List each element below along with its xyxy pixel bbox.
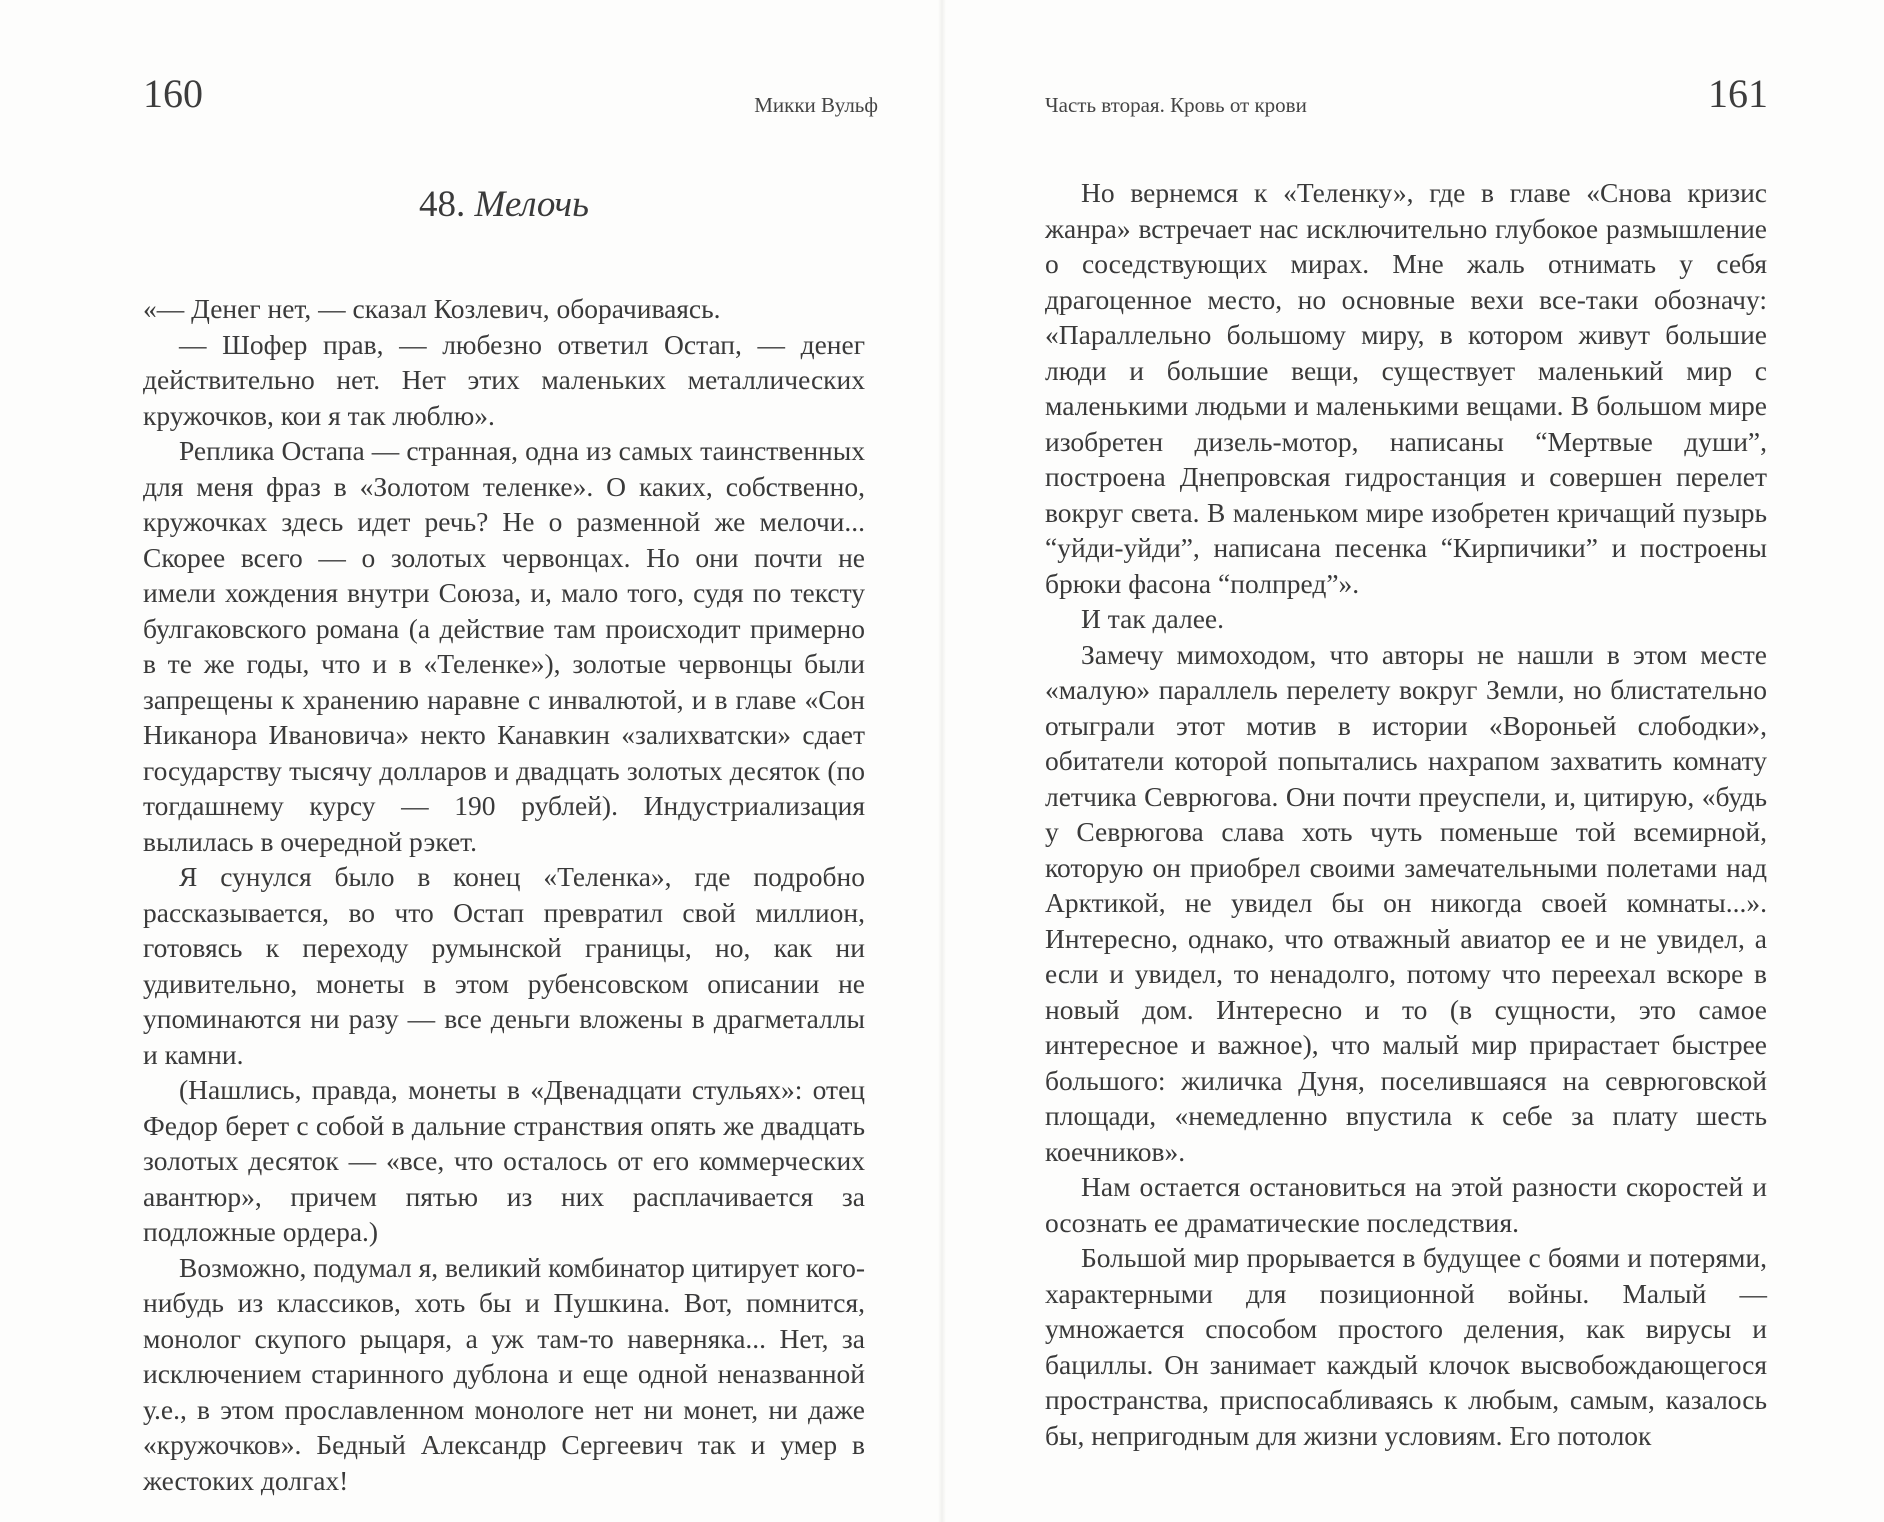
page-number-right: 161: [1708, 71, 1768, 116]
chapter-number: 48.: [419, 184, 466, 225]
paragraph: И так далее.: [1081, 603, 1224, 634]
paragraph: Нам остается остановиться на этой разности скоростей и осознать ее драматические последствия.: [1045, 1171, 1767, 1238]
chapter-title-text: Мелочь: [474, 184, 589, 225]
paragraph: (Нашлись, правда, монеты в «Двенадцати стульях»: отец Федор берет с собой в дальние странствия опять же двадцать золотых десяток — «все, что осталось от его коммерческих авантюр», причем пятью из них расплачивается за подложные ордера.): [143, 1074, 865, 1247]
chapter-title: [143, 186, 865, 223]
running-head-right: Часть вторая. Кровь от крови: [1045, 93, 1307, 117]
left-page: [0, 0, 940, 1522]
right-body-text: [1045, 175, 1767, 1453]
right-page: [944, 0, 1884, 1522]
paragraph: Большой мир прорывается в будущее с боями и потерями, характерными для позиционной войны. Малый — умножается способом простого деления, как вирусы и бациллы. Он занимает каждый клочок высвобождающегося пространства, приспосабливаясь к любым, самым, казалось бы, непригодным для жизни условиям. Его потолок: [1045, 1242, 1767, 1451]
left-body-text: [143, 291, 865, 1498]
paragraph: Возможно, подумал я, великий комбинатор цитирует кого-нибудь из классиков, хоть бы и Пушкина. Вот, помнится, монолог скупого рыцаря, а уж там-то наверняка... Нет, за исключением старинного дублона и еще одной неназванной у.е., в этом прославленном монологе нет ни монет, ни даже «кружочков». Бедный Александр Сергеевич так и умер в жестоких долгах!: [143, 1251, 865, 1496]
paragraph: Реплика Остапа — странная, одна из самых таинственных для меня фраз в «Золотом теленке». О каких, собственно, кружочках здесь идет речь? Не о разменной же мелочи... Скорее всего — о золотых червонцах. Но они почти не имели хождения внутри Союза, и, мало того, судя по тексту булгаковского романа (а действие там происходит примерно в те же годы, что и в «Теленке»), золотые червонцы были запрещены к хранению наравне с инвалютой, и в главе «Сон Никанора Ивановича» некто Канавкин «залихватски» сдает государству тысячу долларов и двадцать золотых десяток (по тогдашнему курсу — 190 рублей). Индустриализация вылилась в очередной рэкет.: [143, 435, 865, 857]
paragraph: Замечу мимоходом, что авторы не нашли в этом месте «малую» параллель перелету вокруг Земли, но блистательно отыграли этот мотив в истории «Вороньей слободки», обитатели которой попытались нахрапом захватить комнату летчика Севрюгова. Они почти преуспели, и, цитирую, «будь у Севрюгова слава хоть чуть поменьше той всемирной, которую он приобрел своими замечательными полетами над Арктикой, не увидел бы он никогда своей комнаты...». Интересно, однако, что отважный авиатор ее и не увидел, а если и увидел, то ненадолго, потому что переехал вскоре в новый дом. Интересно и то (в сущности, это самое интересное и важное), что малый мир прирастает быстрее большого: жиличка Дуня, поселившаяся на севрюговской площади, «немедленно впустила к себе за плату шесть коечников».: [1045, 638, 1767, 1167]
paragraph: «— Денег нет, — сказал Козлевич, оборачиваясь.: [143, 293, 721, 324]
page-number-left: 160: [143, 71, 203, 116]
paragraph: Я сунулся было в конец «Теленка», где подробно рассказывается, во что Остап превратил свой миллион, готовясь к переходу румынской границы, но, как ни удивительно, монеты в этом рубенсовском описании не упоминаются ни разу — все деньги вложены в драгметаллы и камни.: [143, 861, 865, 1070]
running-head-left: Микки Вульф: [754, 93, 878, 117]
paragraph: — Шофер прав, — любезно ответил Остап, — денег действительно нет. Нет этих маленьких металлических кружочков, кои я так люблю».: [143, 328, 865, 431]
paragraph: Но вернемся к «Теленку», где в главе «Снова кризис жанра» встречает нас исключительно глубокое размышление о соседствующих мирах. Мне жаль отнимать у себя драгоценное место, но основные вехи все-таки обозначу: «Параллельно большому миру, в котором живут большие люди и большие вещи, существует маленький мир с маленькими людьми и маленькими вещами. В большом мире изобретен дизель-мотор, написаны “Мертвые души”, построена Днепровская гидростанция и совершен перелет вокруг света. В маленьком мире изобретен кричащий пузырь “уйди-уйди”, написана песенка “Кирпичики” и построены брюки фасона “полпред”».: [1045, 177, 1767, 599]
